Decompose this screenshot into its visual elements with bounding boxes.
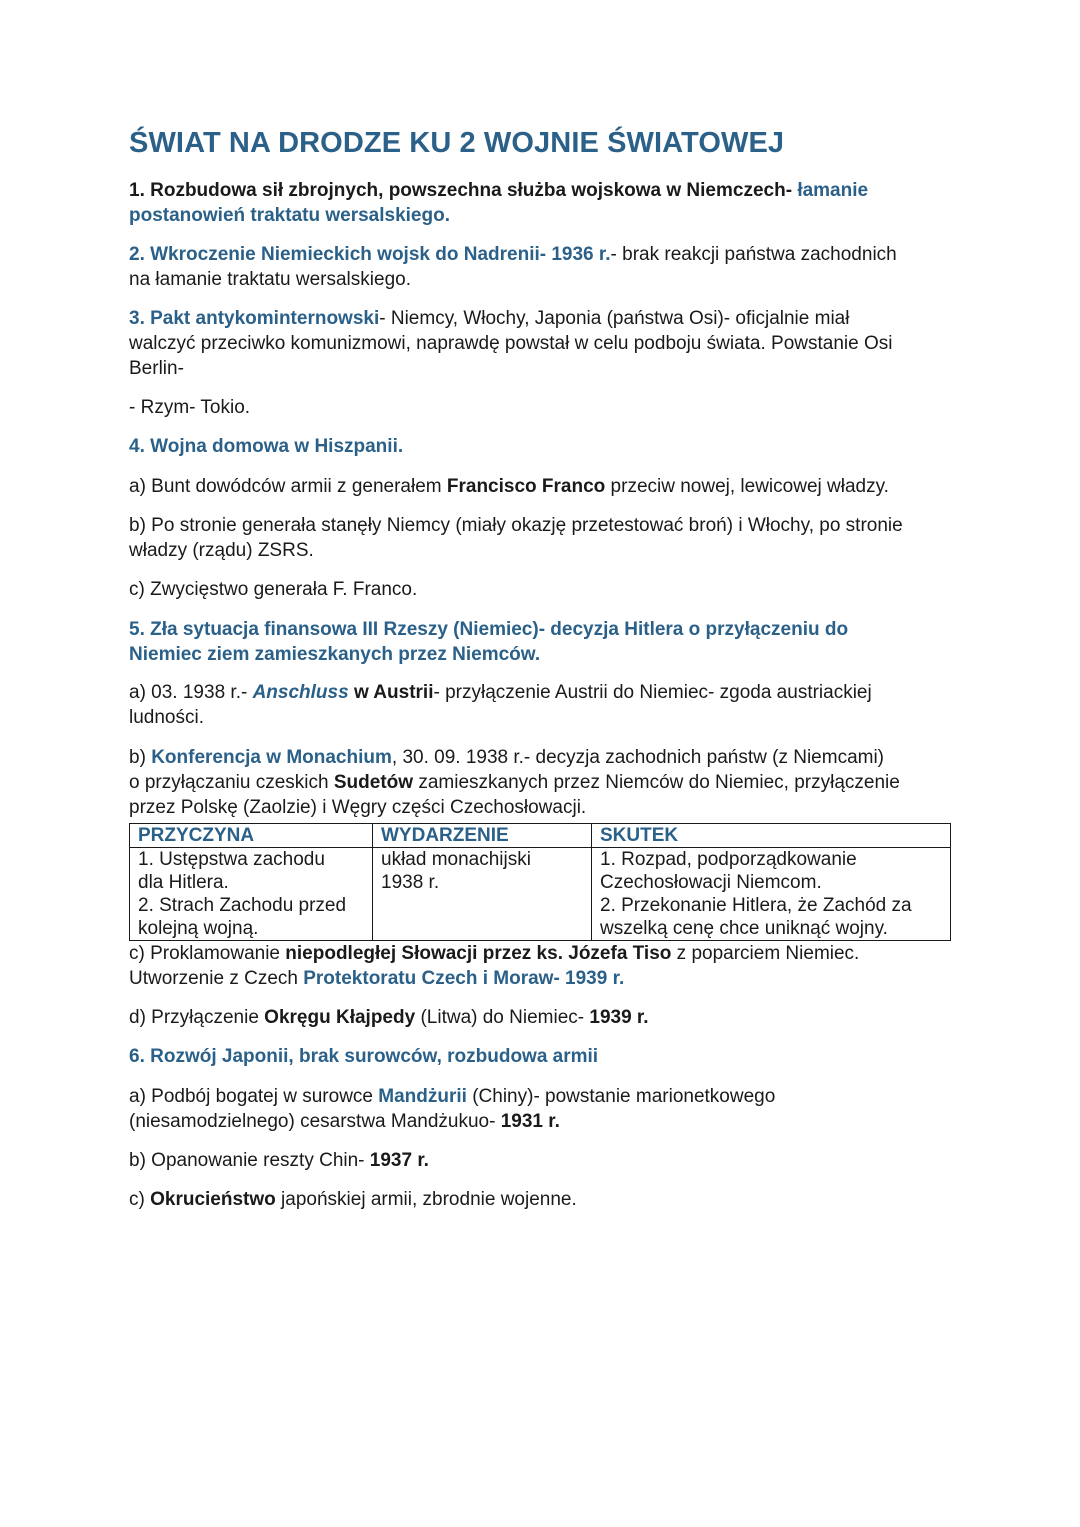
section-3 xyxy=(129,306,959,381)
section-3-text: - Niemcy, Włochy, Japonia (państwa Osi)- oficjalnie miał xyxy=(379,308,850,329)
section-6-a-text: a) Podbój bogatej w surowce xyxy=(129,1086,379,1107)
section-6-c-text: japońskiej armii, zbrodnie wojenne. xyxy=(275,1189,577,1210)
section-5-a-text-end: ludności. xyxy=(129,707,204,728)
section-5-b-text: , 30. 09. 1938 r.- decyzja zachodnich państw (z Niemcami) xyxy=(391,747,885,768)
section-6-item-c xyxy=(129,1187,959,1212)
cause-line: dla Hitlera. xyxy=(138,872,229,893)
section-5-b-prefix: b) xyxy=(129,747,152,768)
section-5-item-b xyxy=(129,745,959,820)
section-5-c-text: c) Proklamowanie xyxy=(129,943,286,964)
section-6-a-year: 1931 r. xyxy=(500,1111,560,1132)
section-1-text: 1. Rozbudowa sił zbrojnych, powszechna służba wojskowa w Niemczech- xyxy=(129,180,798,201)
section-5-c-protectorate: Protektoratu Czech i Moraw- 1939 r. xyxy=(303,968,625,989)
section-1-highlight-cont: postanowień traktatu wersalskiego. xyxy=(129,205,450,226)
section-3-text-line2: walczyć przeciwko komunizmowi, naprawdę powstał w celu podboju świata. Powstanie Osi xyxy=(129,333,893,354)
section-6-a-text3: (niesamodzielnego) cesarstwa Mandżukuo- xyxy=(129,1111,501,1132)
event-line: układ monachijski xyxy=(381,849,531,870)
section-6-a-text2: (Chiny)- powstanie marionetkowego xyxy=(466,1086,776,1107)
table-header-cause: PRZYCZYNA xyxy=(130,824,373,848)
event-line: 1938 r. xyxy=(381,872,440,893)
table-header-effect: SKUTEK xyxy=(592,824,951,848)
section-5-c-text-end: z poparciem Niemiec. xyxy=(671,943,860,964)
section-6-item-a xyxy=(129,1084,959,1134)
section-5-a-text-cont: - przyłączenie Austrii do Niemiec- zgoda austriackiej xyxy=(433,682,872,703)
table-cell-effect xyxy=(592,848,951,941)
effect-line: 1. Rozpad, podporządkowanie xyxy=(600,849,857,870)
section-5-item-c xyxy=(129,941,959,991)
section-5-b-text4: przez Polskę (Zaolzie) i Węgry części Czechosłowacji. xyxy=(129,797,587,818)
section-5-c-text2: Utworzenie z Czech xyxy=(129,968,304,989)
section-5-heading-line2: Niemiec ziem zamieszkanych przez Niemców. xyxy=(129,644,541,665)
section-5-b-sudety: Sudetów xyxy=(333,772,414,793)
section-6-heading: 6. Rozwój Japonii, brak surowców, rozbudowa armii xyxy=(129,1046,599,1067)
table-header-row xyxy=(130,824,951,848)
table-header-event: WYDARZENIE xyxy=(373,824,592,848)
section-5-a-text: a) 03. 1938 r.- xyxy=(129,682,253,703)
section-2-text-cont: na łamanie traktatu wersalskiego. xyxy=(129,269,411,290)
section-6-c-prefix: c) xyxy=(129,1189,151,1210)
section-6-b-text: b) Opanowanie reszty Chin- xyxy=(129,1150,370,1171)
section-4-b-line2: władzy (rządu) ZSRS. xyxy=(129,540,314,561)
cause-line: kolejną wojną. xyxy=(138,918,259,939)
section-6-item-b xyxy=(129,1148,959,1173)
section-5-c-bold: niepodległej Słowacji przez ks. Józefa Tiso xyxy=(285,943,672,964)
section-4-item-a xyxy=(129,474,959,499)
section-1 xyxy=(129,178,959,228)
section-5-d-text2: (Litwa) do Niemiec- xyxy=(415,1007,590,1028)
section-4-a-bold: Francisco Franco xyxy=(446,476,606,497)
section-5-item-d xyxy=(129,1005,959,1030)
munich-table xyxy=(129,823,951,941)
effect-line: wszelką cenę chce uniknąć wojny. xyxy=(600,918,888,939)
page-title: ŚWIAT NA DRODZE KU 2 WOJNIE ŚWIATOWEJ xyxy=(129,127,785,159)
section-5-a-anschluss: Anschluss xyxy=(252,682,349,703)
section-3-text-line3: Berlin- xyxy=(129,358,184,379)
section-2-text: - brak reakcji państwa zachodnich xyxy=(610,244,897,265)
section-4-heading: 4. Wojna domowa w Hiszpanii. xyxy=(129,436,404,457)
section-5-b-text3: zamieszkanych przez Niemców do Niemiec, przyłączenie xyxy=(413,772,900,793)
table-row xyxy=(130,848,951,941)
section-6-c-bold: Okrucieństwo xyxy=(150,1189,276,1210)
effect-line: 2. Przekonanie Hitlera, że Zachód za xyxy=(600,895,912,916)
section-5-d-bold: Okręgu Kłajpedy xyxy=(264,1007,416,1028)
section-5-a-bold: w Austrii xyxy=(348,682,434,703)
effect-line: Czechosłowacji Niemcom. xyxy=(600,872,822,893)
section-6-a-manchuria: Mandżurii xyxy=(378,1086,467,1107)
section-4-item-c: c) Zwycięstwo generała F. Franco. xyxy=(129,579,418,600)
section-6-b-year: 1937 r. xyxy=(369,1150,429,1171)
section-5-item-a xyxy=(129,680,959,730)
section-3-axis-cont: - Rzym- Tokio. xyxy=(129,397,251,418)
section-4-item-b xyxy=(129,513,959,563)
cause-line: 1. Ustępstwa zachodu xyxy=(138,849,325,870)
table-cell-cause xyxy=(130,848,373,941)
section-5-d-year: 1939 r. xyxy=(589,1007,649,1028)
section-4-b-line1: b) Po stronie generała stanęły Niemcy (miały okazję przetestować broń) i Włochy, po stronie xyxy=(129,515,903,536)
section-1-highlight: łamanie xyxy=(797,180,869,201)
section-5-heading xyxy=(129,617,959,667)
section-5-b-text2: o przyłączaniu czeskich xyxy=(129,772,334,793)
section-5-d-text: d) Przyłączenie xyxy=(129,1007,265,1028)
section-4-a-text-end: przeciw nowej, lewicowej władzy. xyxy=(605,476,889,497)
section-4-a-text: a) Bunt dowódców armii z generałem xyxy=(129,476,447,497)
section-3-heading: 3. Pakt antykominternowski xyxy=(129,308,380,329)
section-5-heading-line1: 5. Zła sytuacja finansowa III Rzeszy (Niemiec)- decyzja Hitlera o przyłączeniu do xyxy=(129,619,849,640)
section-2 xyxy=(129,242,959,292)
table-cell-event xyxy=(373,848,592,941)
section-5-b-conference: Konferencja w Monachium xyxy=(151,747,392,768)
cause-line: 2. Strach Zachodu przed xyxy=(138,895,347,916)
section-2-heading: 2. Wkroczenie Niemieckich wojsk do Nadrenii- 1936 r. xyxy=(129,244,611,265)
